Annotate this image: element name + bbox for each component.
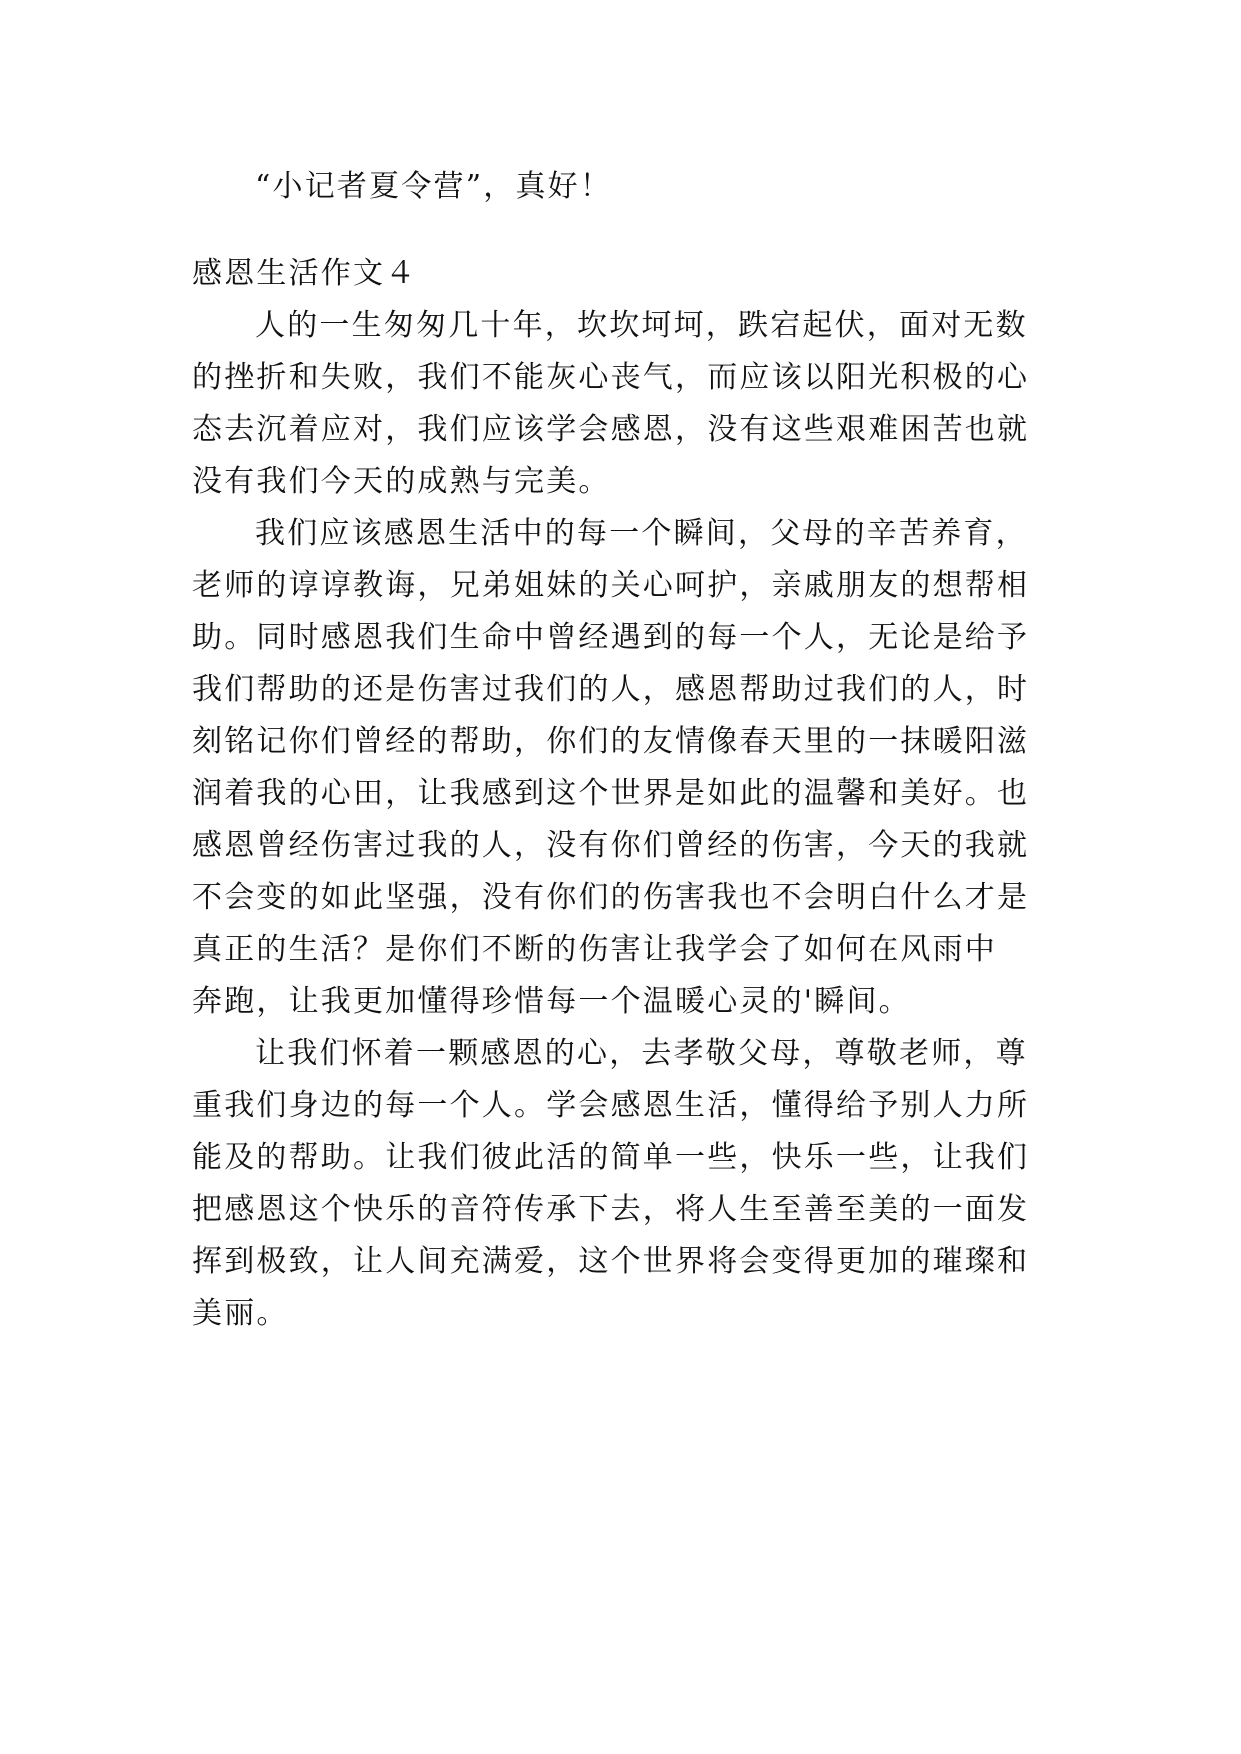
paragraph-line: 美丽。 [192,1296,289,1331]
paragraph-line: 重我们身边的每一个人。学会感恩生活，懂得给予别人力所 [192,1088,1030,1123]
paragraph-line: 人的一生匆匆几十年，坎坎坷坷，跌宕起伏，面对无数 [255,308,1028,343]
paragraph-line: 我们帮助的还是伤害过我们的人，感恩帮助过我们的人，时 [192,672,1030,707]
paragraph-line: 助。同时感恩我们生命中曾经遇到的每一个人，无论是给予 [192,620,1030,655]
paragraph-line: 奔跑，让我更加懂得珍惜每一个温暖心灵的'瞬间。 [192,984,911,1019]
paragraph-line: 挥到极致，让人间充满爱，这个世界将会变得更加的璀璨和 [192,1244,1030,1279]
paragraph-line: 没有我们今天的成熟与完美。 [192,464,611,499]
paragraph-line: 感恩曾经伤害过我的人，没有你们曾经的伤害，今天的我就 [192,828,1030,863]
paragraph-line: 我们应该感恩生活中的每一个瞬间，父母的辛苦养育， [255,516,1028,551]
paragraph-line: 让我们怀着一颗感恩的心，去孝敬父母，尊敬老师，尊 [255,1036,1028,1071]
paragraph-line: 老师的谆谆教诲，兄弟姐妹的关心呵护，亲戚朋友的想帮相 [192,568,1030,603]
paragraph-line: 态去沉着应对，我们应该学会感恩，没有这些艰难困苦也就 [192,412,1030,447]
paragraph-line: 刻铭记你们曾经的帮助，你们的友情像春天里的一抹暖阳滋 [192,724,1030,759]
essay-title: 感恩生活作文４ [192,256,418,291]
paragraph-line: 的挫折和失败，我们不能灰心丧气，而应该以阳光积极的心 [192,360,1030,395]
paragraph-line: 能及的帮助。让我们彼此活的简单一些，快乐一些，让我们 [192,1140,1030,1175]
paragraph-line: 把感恩这个快乐的音符传承下去，将人生至善至美的一面发 [192,1192,1030,1227]
paragraph-line: 真正的生活？是你们不断的伤害让我学会了如何在风雨中 [192,932,997,967]
closing-line: “小记者夏令营”，真好！ [255,169,613,204]
paragraph-line: 不会变的如此坚强，没有你们的伤害我也不会明白什么才是 [192,880,1030,915]
paragraph-line: 润着我的心田，让我感到这个世界是如此的温馨和美好。也 [192,776,1030,811]
